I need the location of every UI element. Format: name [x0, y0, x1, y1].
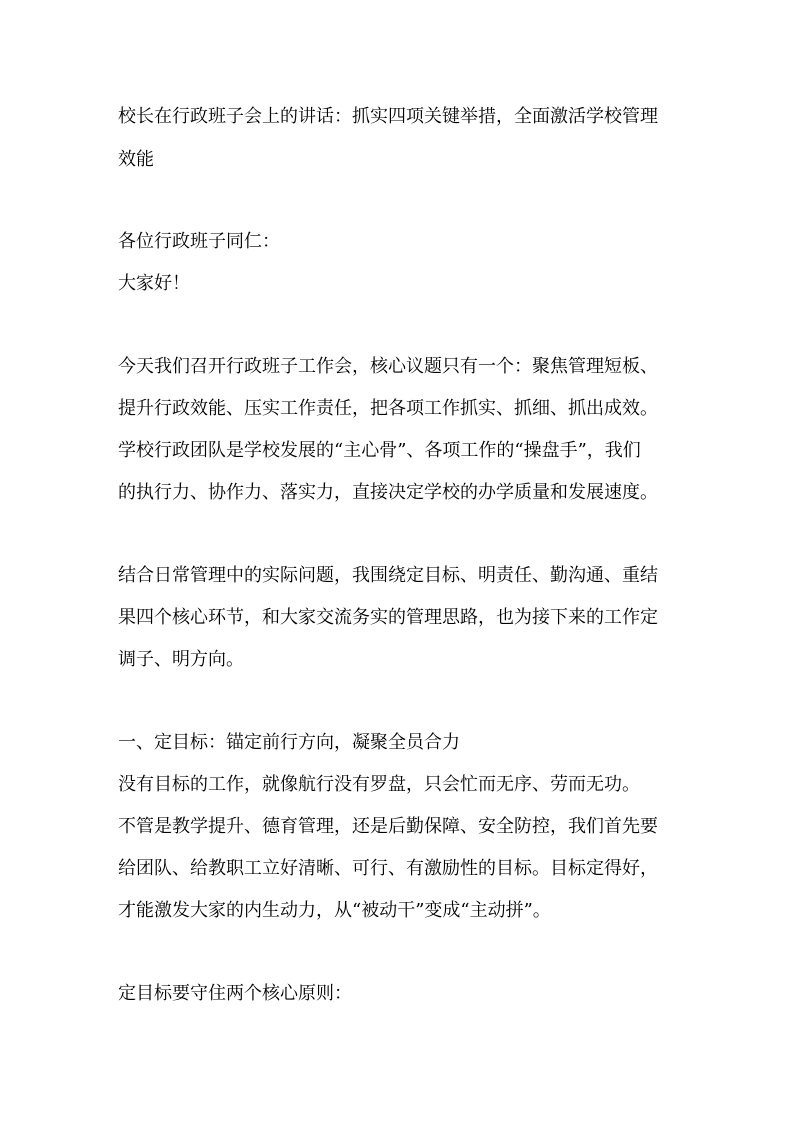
- paragraph-1-line-1: 今天我们召开行政班子工作会，核心议题只有一个：聚焦管理短板、: [118, 356, 658, 377]
- paragraph-2-line-1: 结合日常管理中的实际问题，我围绕定目标、明责任、勤沟通、重结: [118, 565, 658, 586]
- paragraph-2-line-2: 果四个核心环节，和大家交流务实的管理思路，也为接下来的工作定: [118, 607, 658, 628]
- salutation: 各位行政班子同仁：: [118, 231, 280, 252]
- paragraph-2-line-3: 调子、明方向。: [118, 649, 244, 670]
- section-1-principles-intro: 定目标要守住两个核心原则：: [118, 983, 352, 1004]
- greeting: 大家好！: [118, 273, 190, 294]
- section-1-heading: 一、定目标：锚定前行方向，凝聚全员合力: [118, 732, 460, 753]
- paragraph-1-line-2: 提升行政效能、压实工作责任，把各项工作抓实、抓细、抓出成效。: [118, 398, 658, 419]
- section-1-body-line-3: 给团队、给教职工立好清晰、可行、有激励性的目标。目标定得好，: [118, 858, 658, 879]
- section-1-body-line-2: 不管是教学提升、德育管理，还是后勤保障、安全防控，我们首先要: [118, 816, 658, 837]
- document-title-line-1: 校长在行政班子会上的讲话：抓实四项关键举措，全面激活学校管理: [118, 106, 658, 127]
- document-title-line-2: 效能: [118, 149, 154, 170]
- paragraph-1-line-4: 的执行力、协作力、落实力，直接决定学校的办学质量和发展速度。: [118, 482, 658, 503]
- section-1-body-line-1: 没有目标的工作，就像航行没有罗盘，只会忙而无序、劳而无功。: [118, 774, 640, 795]
- section-1-body-line-4: 才能激发大家的内生动力，从“被动干”变成“主动拼”。: [118, 900, 551, 921]
- paragraph-1-line-3: 学校行政团队是学校发展的“主心骨”、各项工作的“操盘手”，我们: [118, 440, 641, 461]
